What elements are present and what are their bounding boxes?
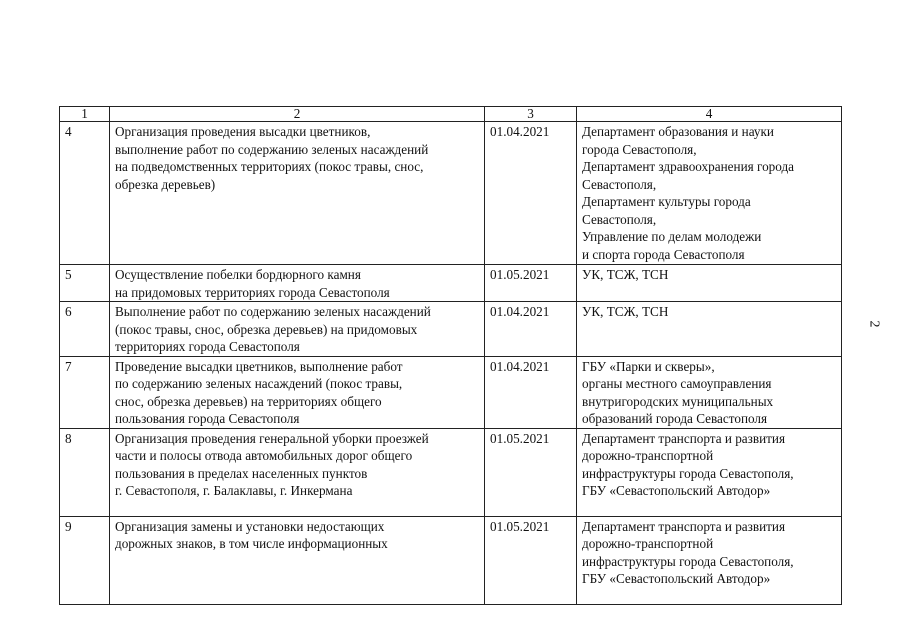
responsible-cell: Департамент транспорта и развития дорожно-транспортной инфраструктуры города Севастополя, ГБУ «Севастопольский Автодор» bbox=[577, 516, 842, 604]
table-row bbox=[60, 516, 842, 604]
deadline-cell: 01.04.2021 bbox=[485, 302, 577, 357]
responsible-cell: Департамент транспорта и развития дорожно-транспортной инфраструктуры города Севастополя, ГБУ «Севастопольский Автодор» bbox=[577, 428, 842, 516]
responsible-cell: Департамент образования и науки города Севастополя, Департамент здравоохранения города Севастополя, Департамент культуры города Севастополя, Управление по делам молодежи и спорта города Севастополя bbox=[577, 122, 842, 265]
row-number: 8 bbox=[60, 428, 110, 516]
header-col-1: 1 bbox=[60, 107, 110, 122]
table-row bbox=[60, 356, 842, 428]
responsible-cell: УК, ТСЖ, ТСН bbox=[577, 302, 842, 357]
activity-cell: Организация проведения высадки цветников, выполнение работ по содержанию зеленых насаждений на подведомственных территориях (покос травы, снос, обрезка деревьев) bbox=[110, 122, 485, 265]
row-number: 4 bbox=[60, 122, 110, 265]
header-col-3: 3 bbox=[485, 107, 577, 122]
row-number: 9 bbox=[60, 516, 110, 604]
page-number: 2 bbox=[866, 320, 882, 328]
activity-cell: Организация замены и установки недостающих дорожных знаков, в том числе информационных bbox=[110, 516, 485, 604]
deadline-cell: 01.05.2021 bbox=[485, 265, 577, 302]
activity-cell: Осуществление побелки бордюрного камня на придомовых территориях города Севастополя bbox=[110, 265, 485, 302]
responsible-cell: ГБУ «Парки и скверы», органы местного самоуправления внутригородских муниципальных образований города Севастополя bbox=[577, 356, 842, 428]
row-number: 5 bbox=[60, 265, 110, 302]
deadline-cell: 01.04.2021 bbox=[485, 122, 577, 265]
row-number: 6 bbox=[60, 302, 110, 357]
row-number: 7 bbox=[60, 356, 110, 428]
deadline-cell: 01.05.2021 bbox=[485, 428, 577, 516]
header-col-4: 4 bbox=[577, 107, 842, 122]
activity-cell: Организация проведения генеральной уборки проезжей части и полосы отвода автомобильных дорог общего пользования в пределах населенных пунктов г. Севастополя, г. Балаклавы, г. Инкермана bbox=[110, 428, 485, 516]
deadline-cell: 01.04.2021 bbox=[485, 356, 577, 428]
table-row bbox=[60, 302, 842, 357]
activity-cell: Проведение высадки цветников, выполнение работ по содержанию зеленых насаждений (покос травы, снос, обрезка деревьев) на территориях общего пользования города Севастополя bbox=[110, 356, 485, 428]
activity-cell: Выполнение работ по содержанию зеленых насаждений (покос травы, снос, обрезка деревьев) на придомовых территориях города Севастополя bbox=[110, 302, 485, 357]
plan-table bbox=[59, 106, 842, 605]
responsible-cell: УК, ТСЖ, ТСН bbox=[577, 265, 842, 302]
table-row bbox=[60, 428, 842, 516]
header-col-2: 2 bbox=[110, 107, 485, 122]
deadline-cell: 01.05.2021 bbox=[485, 516, 577, 604]
table-row bbox=[60, 265, 842, 302]
table-header bbox=[60, 107, 842, 122]
table-row bbox=[60, 122, 842, 265]
